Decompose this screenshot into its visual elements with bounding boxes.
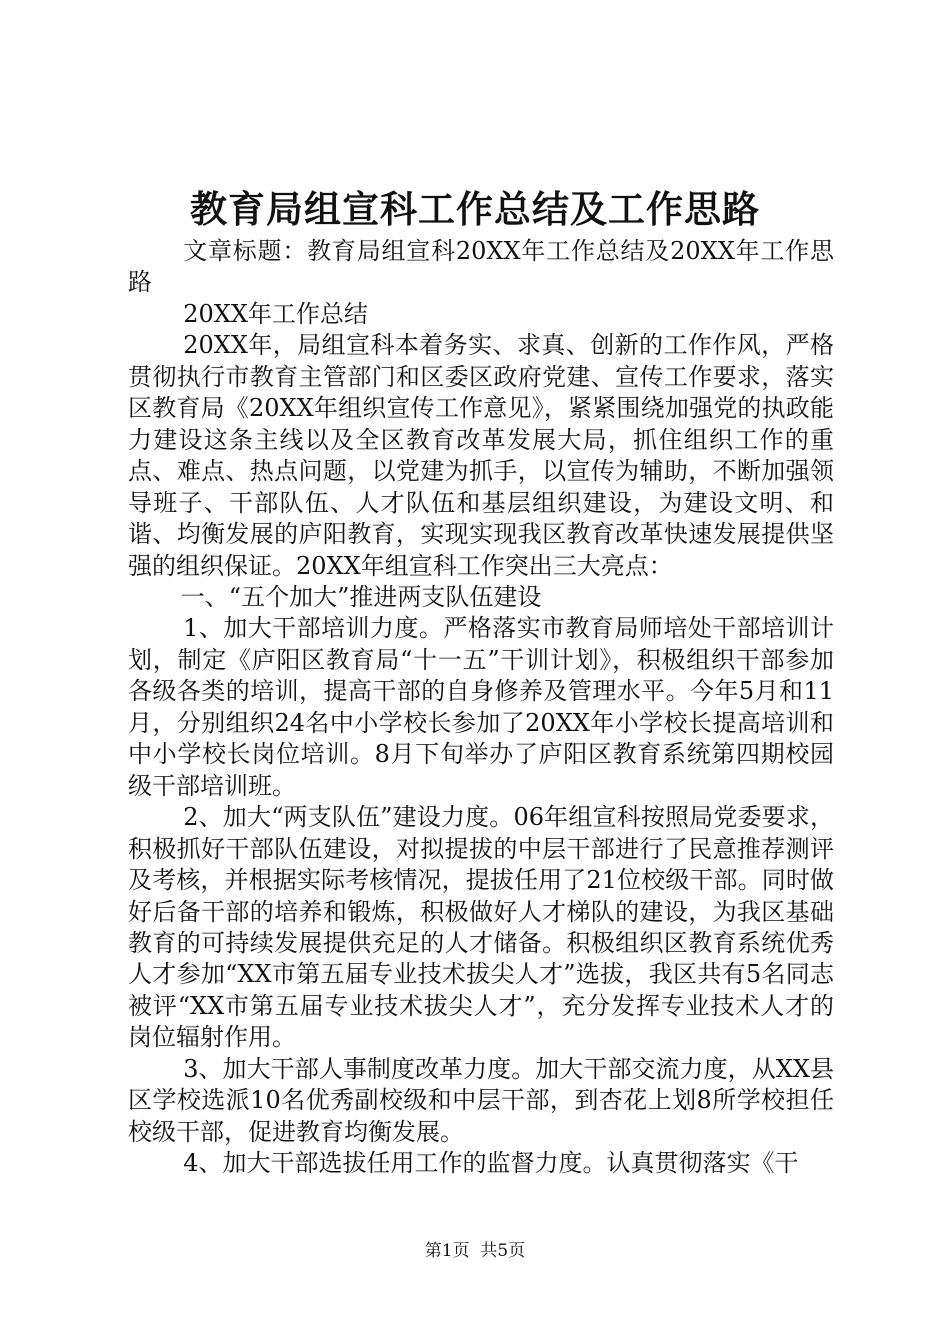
body-paragraph: 1、加大干部培训力度。严格落实市教育局师培处干部培训计划，制定《庐阳区教育局“十一五”干训计划》，积极组织干部参加各级各类的培训，提高干部的自身修养及管理水平。今年5月和11月，分别组织24名中小学校长参加了20XX年小学校长提高培训和中小学校长岗位培训。8月下旬举办了庐阳区教育系统第四期校园级干部培训班。	[128, 614, 834, 800]
body-paragraph: 3、加大干部人事制度改革力度。加大干部交流力度，从XX县区学校选派10名优秀副校级和中层干部，到杏花上划8所学校担任校级干部，促进教育均衡发展。	[128, 1054, 834, 1146]
page-footer: 第1页 共5页	[424, 1241, 526, 1261]
body-paragraph: 4、加大干部选拔任用工作的监督力度。认真贯彻落实《干	[183, 1149, 799, 1178]
section-heading: 20XX年工作总结	[183, 299, 368, 328]
document-body	[128, 236, 834, 1180]
subsection-heading: 一、“五个加大”推进两支队伍建设	[180, 582, 542, 611]
body-paragraph: 20XX年，局组宣科本着务实、求真、创新的工作作风，严格贯彻执行市教育主管部门和区委区政府党建、宣传工作要求，落实区教育局《20XX年组织宣传工作意见》，紧紧围绕加强党的执政能力建设这条主线以及全区教育改革发展大局，抓住组织工作的重点、难点、热点问题，以党建为抓手，以宣传为辅助，不断加强领导班子、干部队伍、人才队伍和基层组织建设，为建设文明、和谐、均衡发展的庐阳教育，实现实现我区教育改革快速发展提供坚强的组织保证。20XX年组宣科工作突出三大亮点：	[128, 331, 834, 580]
document-title: 教育局组宣科工作总结及工作思路	[190, 187, 760, 231]
article-title-line: 文章标题：教育局组宣科20XX年工作总结及20XX年工作思路	[128, 237, 834, 297]
body-paragraph: 2、加大“两支队伍”建设力度。06年组宣科按照局党委要求，积极抓好干部队伍建设，对拟提拔的中层干部进行了民意推荐测评及考核，并根据实际考核情况，提拔任用了21位校级干部。同时做好后备干部的培养和锻炼，积极做好人才梯队的建设，为我区基础教育的可持续发展提供充足的人才储备。积极组织区教育系统优秀人才参加“XX市第五届专业技术拔尖人才”选拔，我区共有5名同志被评“XX市第五届专业技术拔尖人才”，充分发挥专业技术人才的岗位辐射作用。	[128, 803, 834, 1052]
